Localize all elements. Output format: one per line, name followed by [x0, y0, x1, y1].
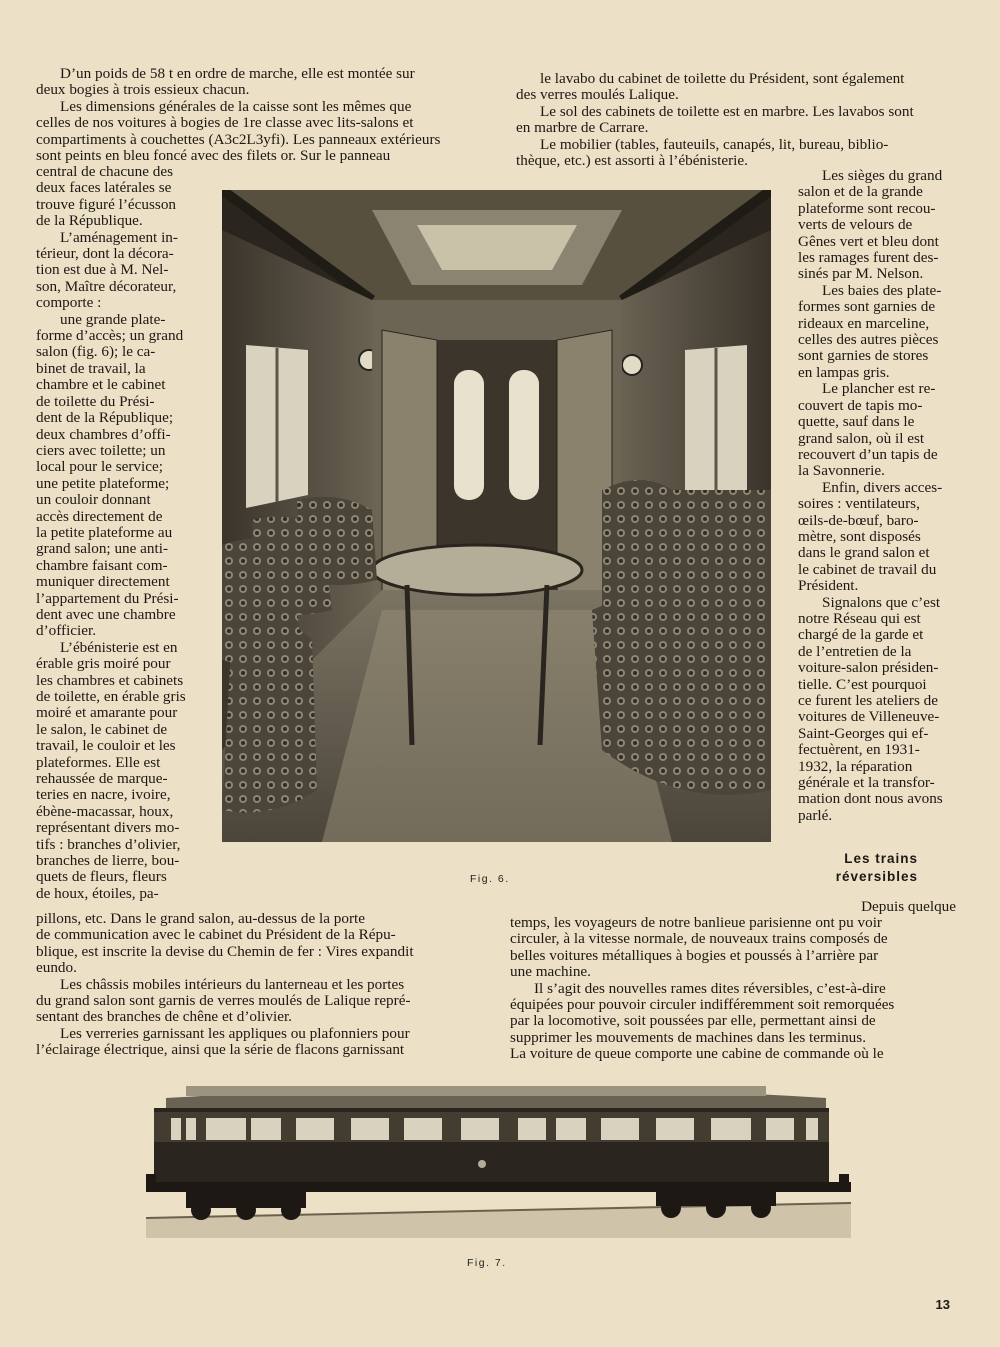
text-line: sont garnies de stores	[798, 347, 929, 365]
text-line: 1932, la réparation	[798, 757, 913, 775]
text-line: deux faces latérales se	[36, 179, 172, 197]
text-line: moiré et amarante pour	[36, 704, 178, 722]
text-line: du grand salon sont garnis de verres moulés de Lalique repré-	[36, 992, 411, 1010]
text-line: des verres moulés Lalique.	[516, 86, 679, 104]
text-line: en lampas gris.	[798, 363, 890, 381]
text-line: teries en nacre, ivoire,	[36, 786, 171, 804]
text-line: supprimer les mouvements de machines dans les terminus.	[510, 1028, 866, 1046]
section-heading	[780, 850, 918, 886]
text-line: plateformes. Elle est	[36, 753, 161, 771]
text-line: Le plancher est re-	[822, 380, 936, 398]
text-line: deux bogies à trois essieux chacun.	[36, 81, 250, 99]
left-intro-text	[36, 66, 483, 164]
text-line: accès directement de	[36, 507, 163, 525]
text-line: équipées pour pouvoir circuler indifféremment soit remorquées	[510, 996, 895, 1014]
text-line: chargé de la garde et	[798, 626, 924, 644]
text-line: voitures de Villeneuve-	[798, 708, 940, 726]
heading-line: réversibles	[835, 869, 918, 884]
text-line: temps, les voyageurs de notre banlieue parisienne ont pu voir	[510, 914, 882, 931]
text-line: local pour le service;	[36, 458, 163, 476]
text-line: l’appartement du Prési-	[36, 589, 179, 607]
text-line: les ramages furent des-	[798, 249, 939, 267]
text-line: de toilette du Prési-	[36, 392, 155, 410]
text-line: en marbre de Carrare.	[516, 119, 649, 137]
text-line: eundo.	[36, 959, 77, 977]
text-line: Les verreries garnissant les appliques ou plafonniers pour	[60, 1024, 410, 1042]
fig7-railway-coach-photo	[146, 1078, 851, 1238]
text-line: générale et la transfor-	[798, 774, 935, 792]
text-line: sont peints en bleu foncé avec des filets or. Sur le panneau	[36, 147, 391, 165]
text-line: celles de nos voitures à bogies de 1re classe avec lits-salons et	[36, 114, 414, 132]
text-line: représentant divers mo-	[36, 819, 180, 837]
text-line: de communication avec le cabinet du Président de la Répu-	[36, 926, 396, 944]
text-line: parlé.	[798, 806, 833, 824]
text-line: Enfin, divers acces-	[822, 478, 943, 496]
text-line: une machine.	[510, 963, 591, 981]
text-line: celles des autres pièces	[798, 331, 939, 349]
text-line: Depuis quelque	[861, 898, 956, 915]
text-line: la Savonnerie.	[798, 462, 885, 480]
text-line: branches de lierre, bou-	[36, 852, 180, 870]
text-line: salon et de la grande	[798, 183, 923, 201]
text-line: D’un poids de 58 t en ordre de marche, elle est montée sur	[60, 65, 415, 82]
text-line: d’officier.	[36, 622, 97, 640]
text-line: rideaux en marceline,	[798, 314, 930, 332]
page-number: 13	[935, 1297, 950, 1312]
text-line: une petite plateforme;	[36, 474, 170, 492]
text-line: Gênes vert et bleu dont	[798, 232, 939, 250]
right-top-text	[516, 71, 958, 169]
text-line: La voiture de queue comporte une cabine de commande où le	[510, 1045, 884, 1063]
text-line: quette, sauf dans le	[798, 413, 915, 431]
text-line: dans le grand salon et	[798, 544, 930, 562]
text-line: la petite plateforme au	[36, 523, 173, 541]
left-narrow-text	[36, 164, 222, 902]
right-narrow-text	[798, 168, 958, 824]
text-line: comporte :	[36, 294, 102, 312]
text-line: deux chambres d’offi-	[36, 425, 171, 443]
section-first-line	[838, 899, 956, 915]
text-line: L’ébénisterie est en	[60, 638, 178, 656]
text-line: dent de la République;	[36, 409, 174, 427]
text-line: chambre et le cabinet	[36, 376, 166, 394]
text-line: de houx, étoiles, pa-	[36, 884, 159, 902]
text-line: de la République.	[36, 212, 143, 230]
text-line: Président.	[798, 577, 859, 595]
text-line: Le mobilier (tables, fauteuils, canapés, lit, bureau, biblio-	[540, 135, 889, 153]
text-line: térieur, dont la décora-	[36, 245, 174, 263]
text-line: Il s’agit des nouvelles rames dites réversibles, c’est-à-dire	[534, 979, 886, 997]
text-line: de l’entretien de la	[798, 642, 912, 660]
text-line: recouvert d’un tapis de	[798, 445, 938, 463]
text-line: une grande plate-	[60, 310, 166, 328]
text-line: l’éclairage électrique, ainsi que la série de flacons garnissant	[36, 1041, 405, 1059]
text-line: Les dimensions générales de la caisse sont les mêmes que	[60, 97, 412, 115]
text-line: voiture-salon présiden-	[798, 659, 939, 677]
text-line: travail, le couloir et les	[36, 737, 176, 755]
fig6-caption: Fig. 6.	[470, 873, 510, 885]
text-line: formes sont garnies de	[798, 298, 936, 316]
text-line: son, Maître décorateur,	[36, 277, 177, 295]
text-line: le cabinet de travail du	[798, 560, 937, 578]
fig7-caption: Fig. 7.	[467, 1257, 507, 1269]
text-line: érable gris moiré pour	[36, 655, 171, 673]
text-line: Signalons que c’est	[822, 593, 941, 611]
text-line: grand salon, où il est	[798, 429, 925, 447]
text-line: quets de fleurs, fleurs	[36, 868, 167, 886]
text-line: couvert de tapis mo-	[798, 396, 923, 414]
text-line: mètre, sont disposés	[798, 527, 921, 545]
heading-line: Les trains	[844, 851, 918, 866]
text-line: Saint-Georges qui ef-	[798, 724, 929, 742]
text-line: chambre faisant com-	[36, 556, 168, 574]
text-line: trouve figuré l’écusson	[36, 195, 177, 213]
text-line: grand salon; une anti-	[36, 540, 169, 558]
text-line: compartiments à couchettes (A3c2L3yfi). Les panneaux extérieurs	[36, 130, 441, 148]
text-line: tion est due à M. Nel-	[36, 261, 169, 279]
left-lower-text	[36, 911, 483, 1059]
text-line: par la locomotive, soit poussées par elle, permettant ainsi de	[510, 1012, 876, 1030]
fig6-salon-interior-photo	[222, 190, 771, 842]
text-line: le lavabo du cabinet de toilette du Président, sont également	[540, 70, 905, 87]
text-line: rehaussée de marque-	[36, 770, 168, 788]
text-line: Les sièges du grand	[822, 167, 943, 184]
text-line: L’aménagement in-	[60, 228, 178, 246]
text-line: verts de velours de	[798, 216, 913, 234]
text-line: dent avec une chambre	[36, 605, 176, 623]
text-line: mation dont nous avons	[798, 790, 943, 808]
text-line: belles voitures métalliques à bogies et poussés à l’arrière par	[510, 946, 879, 964]
text-line: fectuèrent, en 1931-	[798, 741, 920, 759]
text-line: notre Réseau qui est	[798, 609, 921, 627]
text-line: le salon, le cabinet de	[36, 720, 168, 738]
text-line: sentant des branches de chêne et d’olivier.	[36, 1008, 292, 1026]
text-line: les chambres et cabinets	[36, 671, 184, 689]
text-line: ciers avec toilette; un	[36, 441, 166, 459]
text-line: circuler, à la vitesse normale, de nouveaux trains composés de	[510, 930, 888, 948]
text-line: tielle. C’est pourquoi	[798, 675, 927, 693]
text-line: soires : ventilateurs,	[798, 495, 920, 513]
text-line: un couloir donnant	[36, 491, 151, 509]
text-line: sinés par M. Nelson.	[798, 265, 924, 283]
text-line: Le sol des cabinets de toilette est en marbre. Les lavabos sont	[540, 102, 914, 120]
text-line: forme d’accès; un grand	[36, 327, 184, 345]
text-line: ce furent les ateliers de	[798, 692, 938, 709]
text-line: binet de travail, la	[36, 359, 146, 377]
text-line: Les baies des plate-	[822, 281, 942, 299]
text-line: salon (fig. 6); le ca-	[36, 343, 156, 361]
text-line: de toilette, en érable gris	[36, 688, 186, 705]
text-line: blique, est inscrite la devise du Chemin de fer : Vires expandit	[36, 942, 414, 960]
right-lower-text	[510, 915, 952, 1063]
text-line: ébène-macassar, houx,	[36, 802, 174, 820]
text-line: central de chacune des	[36, 163, 174, 180]
text-line: œils-de-bœuf, baro-	[798, 511, 919, 529]
text-line: thèque, etc.) est assorti à l’ébénisterie.	[516, 152, 748, 170]
text-line: pillons, etc. Dans le grand salon, au-dessus de la porte	[36, 910, 365, 927]
text-line: muniquer directement	[36, 573, 170, 591]
text-line: tifs : branches d’olivier,	[36, 835, 181, 853]
text-line: plateforme sont recou-	[798, 199, 936, 217]
text-line: Les châssis mobiles intérieurs du lanterneau et les portes	[60, 975, 405, 993]
